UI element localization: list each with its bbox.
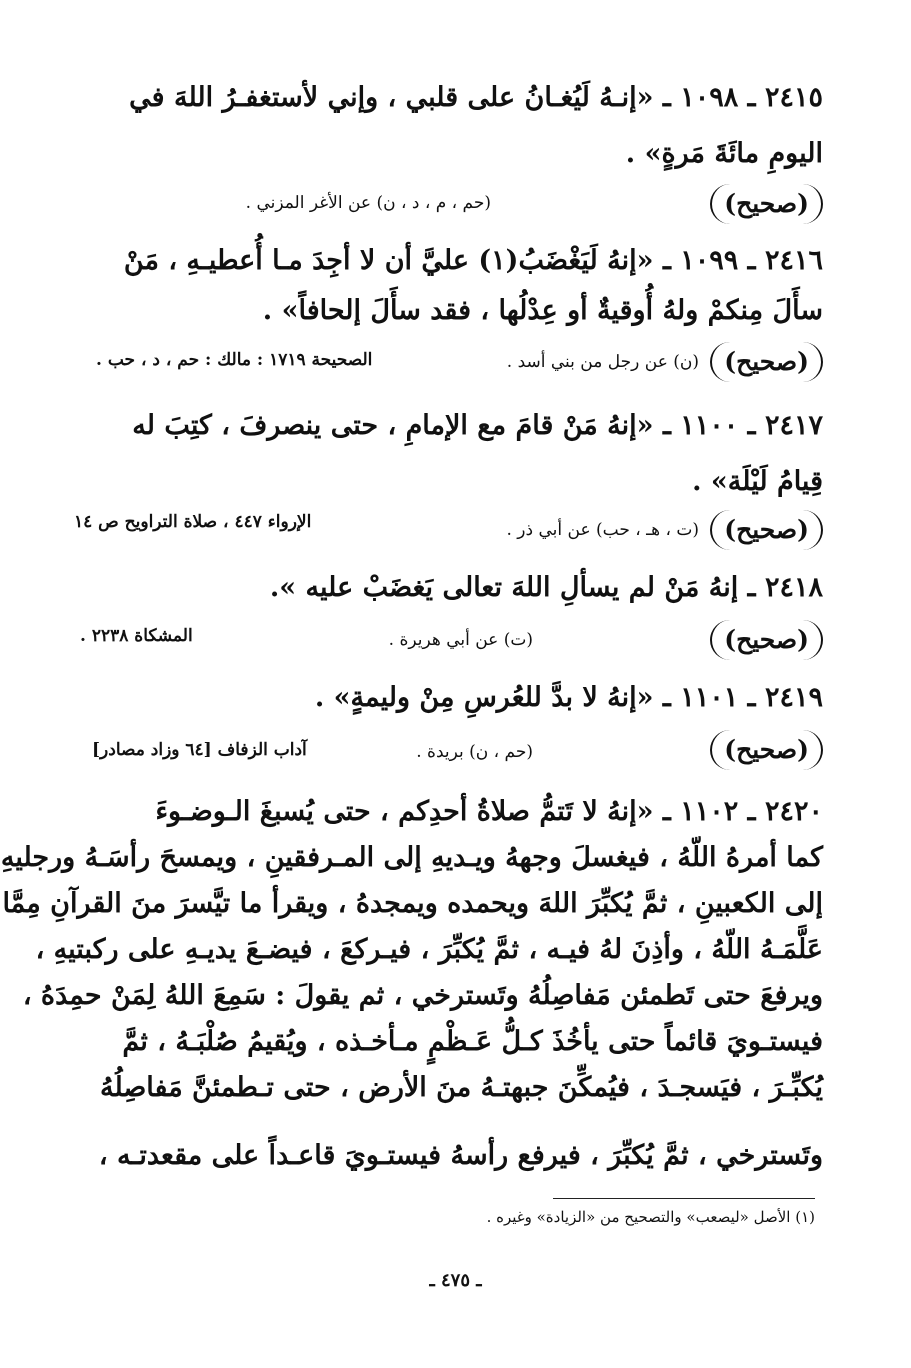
hadith-reference: المشكاة ٢٢٣٨ . [80, 626, 193, 646]
hadith-2418-line-1: ٢٤١٨ ـ إنهُ مَنْ لم يسألِ اللهَ تعالى يَغضَبْ عليه ». [269, 572, 823, 603]
hadith-reference: آداب الزفاف [٦٤ وزاد مصادر] [92, 740, 307, 760]
grade-badge: (صحيح) [710, 342, 823, 382]
hadith-source: (ت) عن أبي هريرة . [388, 630, 533, 650]
hadith-2420-line-3: إلى الكعبينِ ، ثمَّ يُكبِّرَ اللهَ ويحمده ويمجدهُ ، ويقرأ ما تيَّسرَ منَ القرآنِ مِمَّا [2, 888, 823, 919]
hadith-2416-line-2: سأَلَ مِنكمْ ولهُ أُوقيةٌ أو عِدْلُها ، فقد سأَلَ إلحافاً» . [262, 295, 823, 326]
hadith-2420-line-7: يُكبِّـرَ ، فيَسجـدَ ، فيُمكِّنَ جبهتـهُ منَ الأرض ، حتى تـطمئنَّ مَفاصِلُهُ [99, 1072, 823, 1103]
hadith-2420-line-6: فيستـويَ قائماً حتى يأخُذَ كـلُّ عَـظْمٍ مـأخـذه ، ويُقيمُ صُلْبَـهُ ، ثمَّ [122, 1026, 823, 1057]
hadith-2420-line-4: عَلَّمَـهُ اللّهُ ، وأذِنَ لهُ فيـه ، ثمَّ يُكبِّرَ ، فيـركعَ ، فيضـعَ يديـهِ على ركبتيهِ ، [35, 934, 823, 965]
hadith-2417-line-1: ٢٤١٧ ـ ١١٠٠ ـ «إنهُ مَنْ قامَ مع الإمامِ ، حتى ينصرفَ ، كتِبَ له [132, 410, 823, 441]
footnote: (١) الأصل «ليصعب» والتصحيح من «الزيادة» وغيره . [486, 1208, 815, 1226]
hadith-2417-line-2: قِيامُ لَيْلَة» . [692, 466, 823, 497]
hadith-2420-line-8: وتَسترخي ، ثمَّ يُكبِّرَ ، فيرفع رأسهُ فيستـويَ قاعـداً على مقعدتـه ، [98, 1140, 823, 1171]
hadith-2420-line-2: كما أمرهُ اللّهُ ، فيغسلَ وجههُ ويـديهِ إلى المـرفقينِ ، ويمسحَ رأسَـهُ ورجليهِ [0, 842, 823, 873]
hadith-source: (ت ، هـ ، حب) عن أبي ذر . [506, 520, 699, 540]
hadith-2415-line-2: اليومِ مائَةَ مَرةٍ» . [625, 138, 823, 169]
hadith-2420-line-1: ٢٤٢٠ ـ ١١٠٢ ـ «إنهُ لا تَتمُّ صلاةُ أحدِكم ، حتى يُسبغَ الـوضـوءَ [155, 796, 823, 827]
hadith-2420-line-5: ويرفعَ حتى تَطمئن مَفاصِلُهُ وتَسترخي ، ثم يقولَ : سَمِعَ اللهُ لِمَنْ حمِدَهُ ، [22, 980, 823, 1011]
hadith-2415-line-1: ٢٤١٥ ـ ١٠٩٨ ـ «إنـهُ لَيُغـانُ على قلبي ، وإني لأستغفـرُ اللهَ في [129, 82, 823, 113]
page-number: ـ ٤٧٥ ـ [429, 1270, 482, 1291]
hadith-2419-line-1: ٢٤١٩ ـ ١١٠١ ـ «إنهُ لا بدَّ للعُرسِ مِنْ وليمةٍ» . [314, 682, 823, 713]
hadith-2416-line-1: ٢٤١٦ ـ ١٠٩٩ ـ «إنهُ لَيَغْضَبُ(١) عليَّ أن لا أجِدَ مـا أُعطيـهِ ، مَنْ [123, 245, 823, 276]
grade-badge: (صحيح) [710, 510, 823, 550]
footnote-divider [553, 1198, 815, 1199]
hadith-reference: الصحيحة ١٧١٩ : مالك : حم ، د ، حب . [96, 350, 373, 370]
grade-badge: (صحيح) [710, 184, 823, 224]
hadith-source: (حم ، م ، د ، ن) عن الأغر المزني . [245, 193, 491, 213]
hadith-source: (ن) عن رجل من بني أسد . [506, 352, 699, 372]
grade-badge: (صحيح) [710, 620, 823, 660]
hadith-source: (حم ، ن) بريدة . [416, 742, 533, 762]
hadith-reference: الإرواء ٤٤٧ ، صلاة التراويح ص ١٤ [74, 512, 312, 532]
grade-badge: (صحيح) [710, 730, 823, 770]
